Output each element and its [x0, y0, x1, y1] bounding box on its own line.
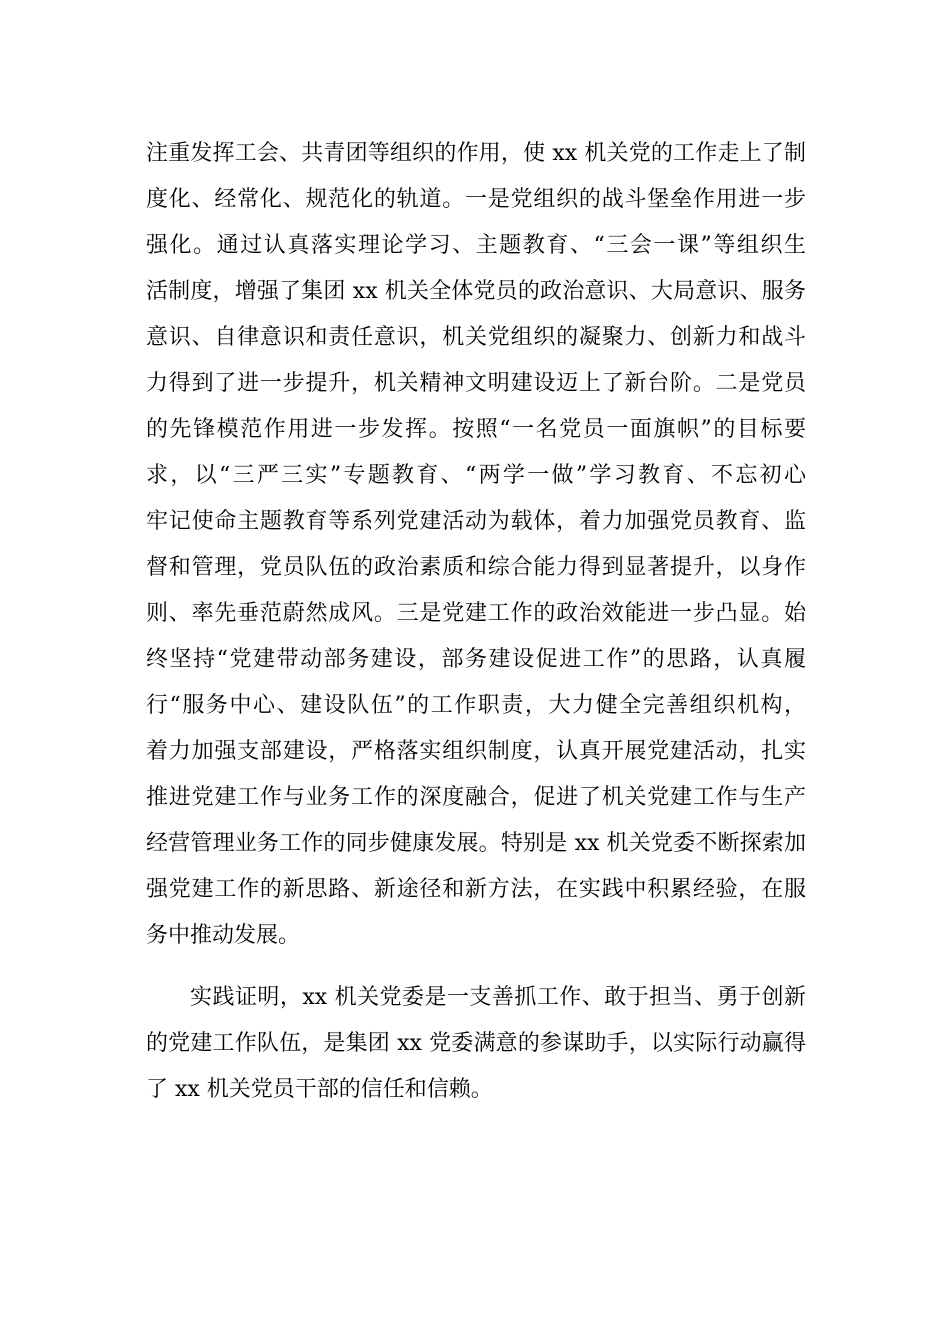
text-line: 着力加强支部建设，严格落实组织制度，认真开展党建活动，扎实: [146, 739, 806, 764]
text-line: 终坚持“党建带动部务建设，部务建设促进工作”的思路，认真履: [146, 647, 806, 672]
text-line: 活制度，增强了集团 xx 机关全体党员的政治意识、大局意识、服务: [146, 279, 806, 304]
text-line: 务中推动发展。: [146, 923, 301, 948]
text-line: 了 xx 机关党员干部的信任和信赖。: [146, 1077, 493, 1102]
text-line: 度化、经常化、规范化的轨道。一是党组织的战斗堡垒作用进一步: [146, 187, 806, 212]
text-line: 注重发挥工会、共青团等组织的作用，使 xx 机关党的工作走上了制: [146, 141, 806, 166]
text-line: 则、率先垂范蔚然成风。三是党建工作的政治效能进一步凸显。始: [146, 601, 806, 626]
text-line: 经营管理业务工作的同步健康发展。特别是 xx 机关党委不断探索加: [146, 831, 806, 856]
text-line: 的先锋模范作用进一步发挥。按照“一名党员一面旗帜”的目标要: [146, 417, 806, 442]
text-line: 求，以“三严三实”专题教育、“两学一做”学习教育、不忘初心: [146, 463, 806, 488]
text-line: 强化。通过认真落实理论学习、主题教育、“三会一课”等组织生: [146, 233, 806, 258]
text-line: 意识、自律意识和责任意识，机关党组织的凝聚力、创新力和战斗: [146, 325, 806, 350]
text-line: 督和管理，党员队伍的政治素质和综合能力得到显著提升，以身作: [146, 555, 806, 580]
text-line: 力得到了进一步提升，机关精神文明建设迈上了新台阶。二是党员: [146, 371, 806, 396]
text-line: 行“服务中心、建设队伍”的工作职责，大力健全完善组织机构，: [146, 693, 806, 718]
text-line: 实践证明，xx 机关党委是一支善抓工作、敢于担当、勇于创新: [190, 985, 806, 1010]
text-line: 牢记使命主题教育等系列党建活动为载体，着力加强党员教育、监: [146, 509, 806, 534]
text-line: 强党建工作的新思路、新途径和新方法，在实践中积累经验，在服: [146, 877, 806, 902]
text-line: 推进党建工作与业务工作的深度融合，促进了机关党建工作与生产: [146, 785, 806, 810]
text-line: 的党建工作队伍，是集团 xx 党委满意的参谋助手，以实际行动赢得: [146, 1031, 806, 1056]
